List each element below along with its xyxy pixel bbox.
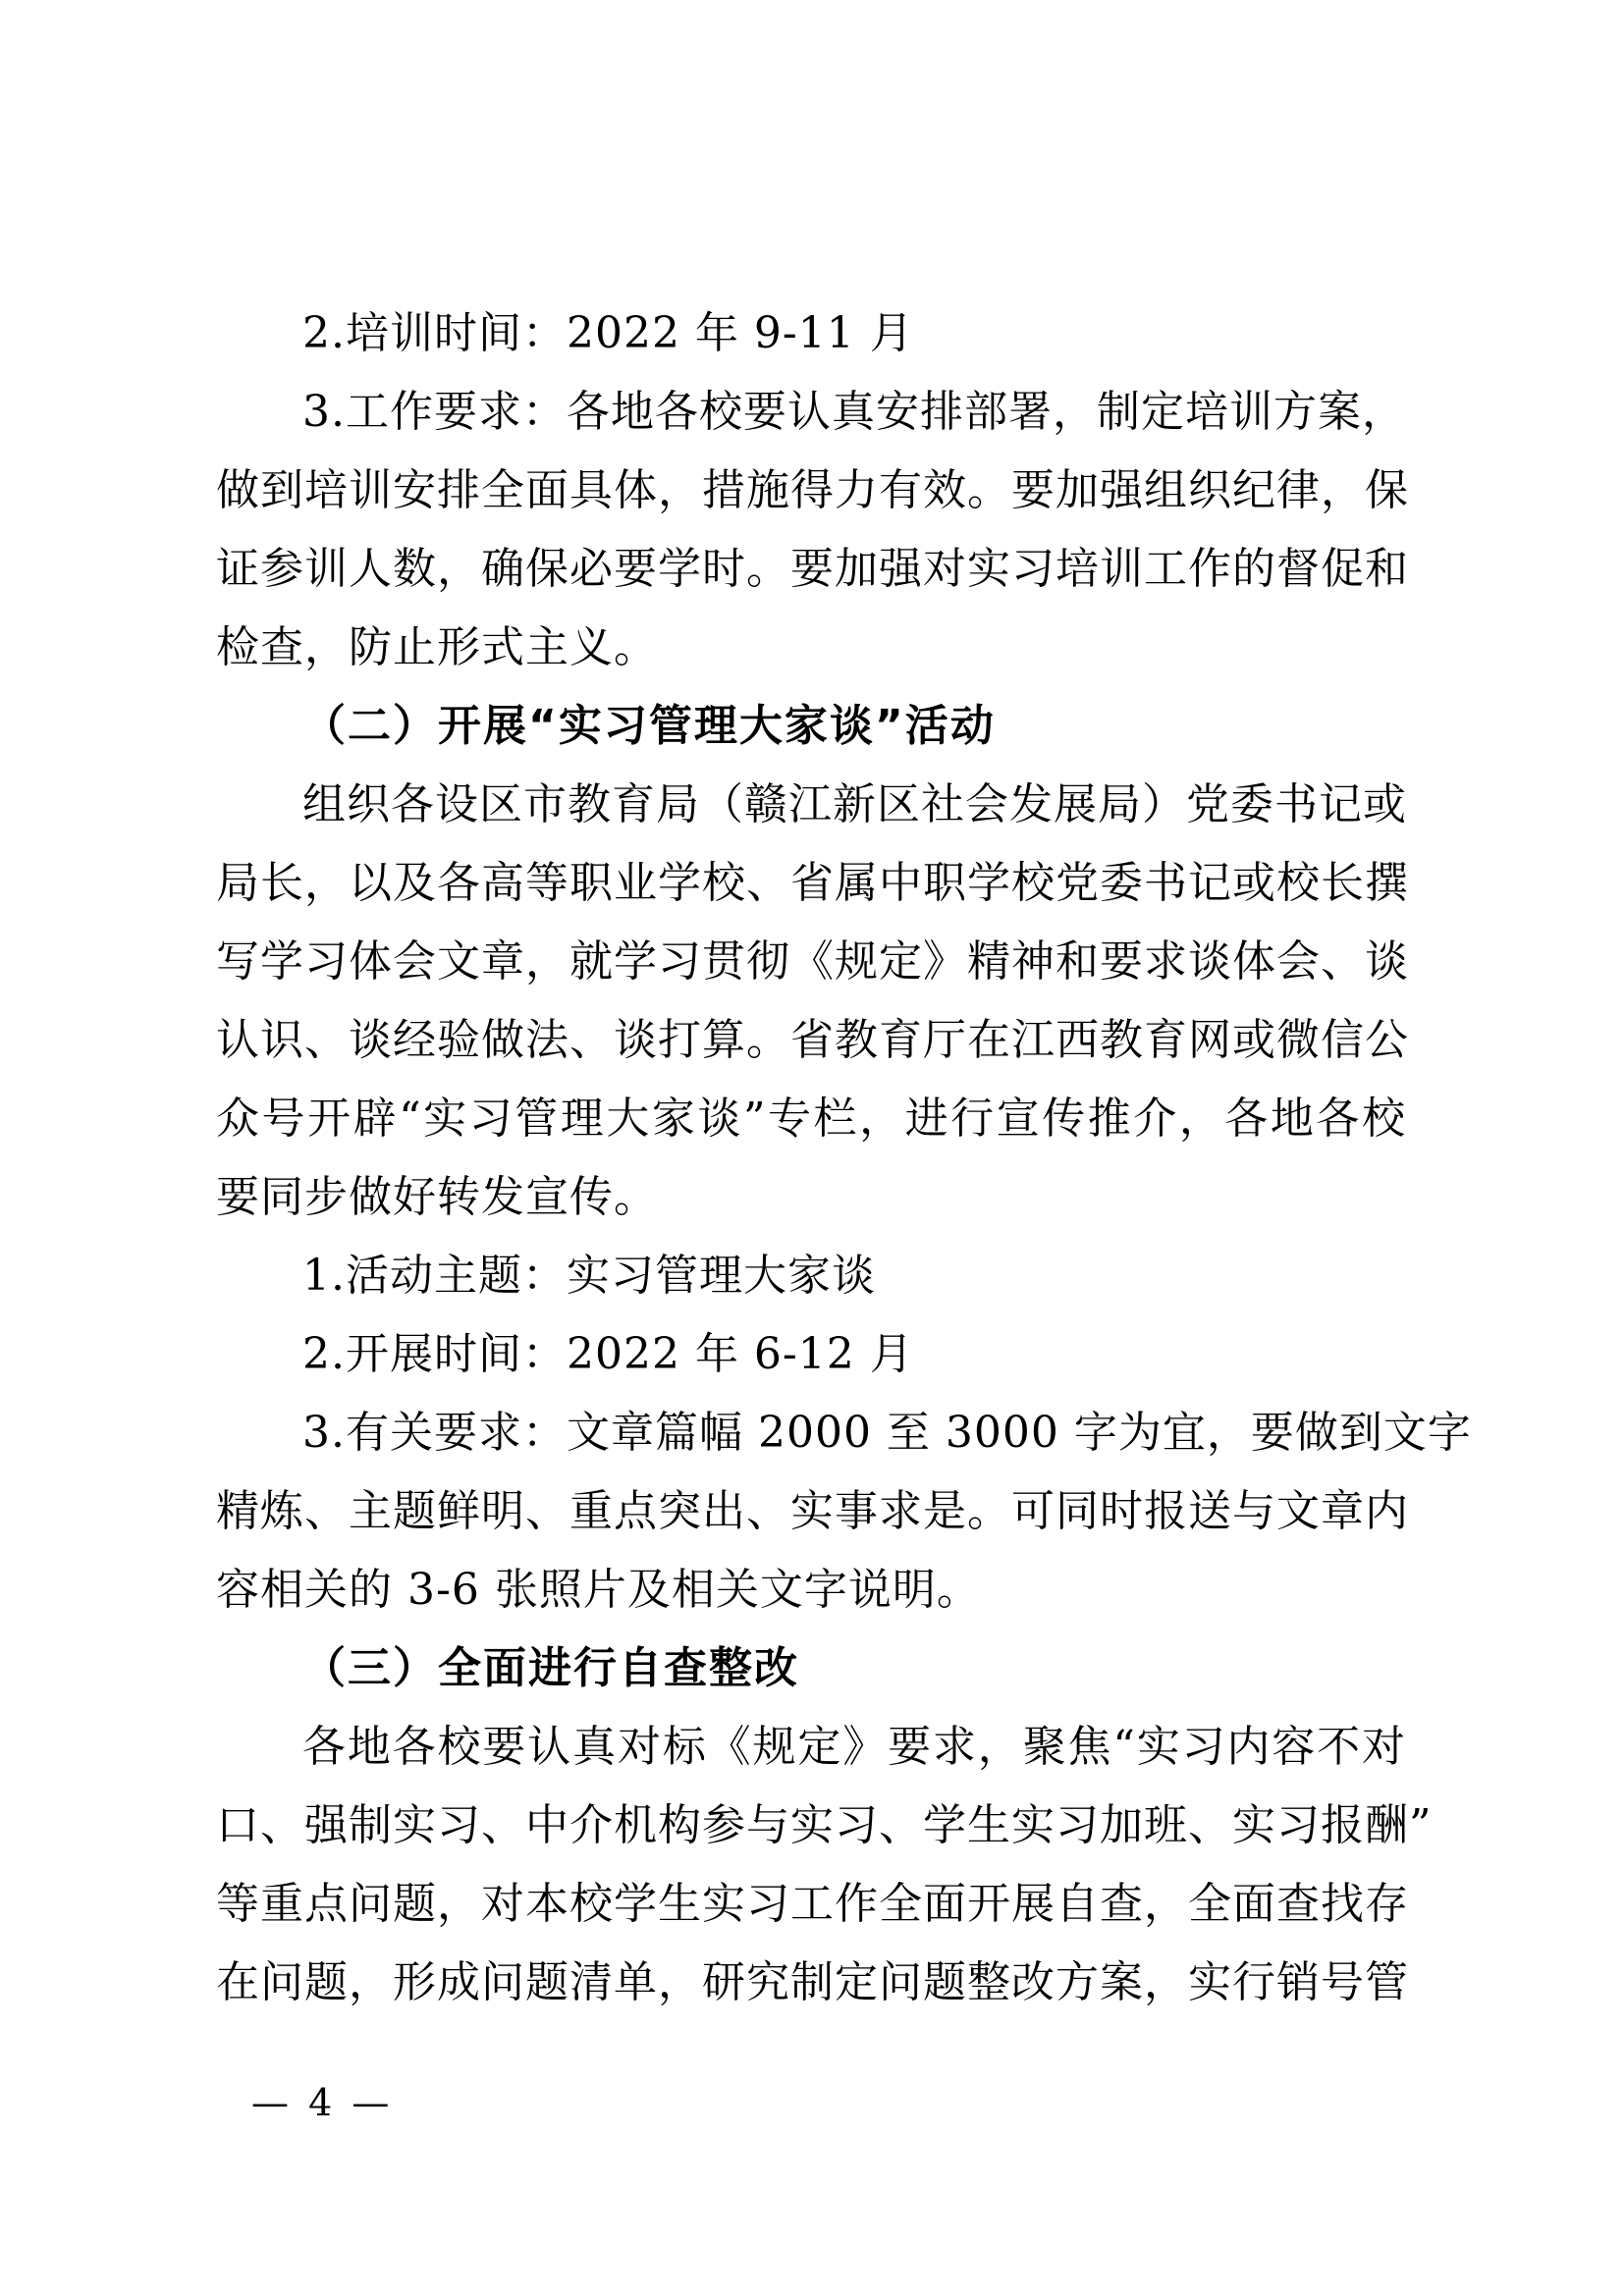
document-body <box>216 294 1472 2022</box>
paragraph <box>216 294 1406 373</box>
text-line: 精炼、主题鲜明、重点突出、实事求是。可同时报送与文章内 <box>216 1486 1409 1536</box>
section-heading <box>216 687 1406 766</box>
text-line: 证参训人数，确保必要学时。要加强对实习培训工作的督促和 <box>216 544 1409 594</box>
section-heading-text: （二）开展“实习管理大家谈”活动 <box>302 701 996 751</box>
text-line: 2.培训时间：2022 年 9-11 月 <box>302 308 914 358</box>
text-line: 2.开展时间：2022 年 6-12 月 <box>302 1329 914 1379</box>
text-line: 做到培训安排全面具体，措施得力有效。要加强组织纪律，保 <box>216 465 1409 515</box>
text-line: 口、强制实习、中介机构参与实习、学生实习加班、实习报酬” <box>216 1800 1433 1850</box>
page-number: — 4 — <box>251 2081 394 2124</box>
paragraph <box>216 766 1409 1237</box>
paragraph <box>216 1394 1472 1629</box>
text-line: 1.活动主题：实习管理大家谈 <box>302 1251 876 1301</box>
paragraph <box>216 1237 1406 1315</box>
text-line: 认识、谈经验做法、谈打算。省教育厅在江西教育网或微信公 <box>216 1015 1409 1065</box>
text-line: 组织各设区市教育局（赣江新区社会发展局）党委书记或 <box>302 779 1407 829</box>
paragraph <box>216 1708 1433 2022</box>
text-line: 要同步做好转发宣传。 <box>216 1172 658 1222</box>
text-line: 3.有关要求：文章篇幅 2000 至 3000 字为宜，要做到文字 <box>302 1408 1472 1458</box>
text-line: 等重点问题，对本校学生实习工作全面开展自查，全面查找存 <box>216 1879 1409 1929</box>
text-line: 写学习体会文章，就学习贯彻《规定》精神和要求谈体会、谈 <box>216 936 1409 987</box>
section-heading-text: （三）全面进行自查整改 <box>302 1643 799 1693</box>
text-line: 在问题，形成问题清单，研究制定问题整改方案，实行销号管 <box>216 1957 1409 2007</box>
paragraph <box>216 373 1409 687</box>
text-line: 各地各校要认真对标《规定》要求，聚焦“实习内容不对 <box>302 1722 1406 1772</box>
text-line: 容相关的 3-6 张照片及相关文字说明。 <box>216 1565 981 1615</box>
text-line: 检查，防止形式主义。 <box>216 622 658 672</box>
section-heading <box>216 1629 1406 1708</box>
text-line: 3.工作要求：各地各校要认真安排部署，制定培训方案， <box>302 387 1406 437</box>
text-line: 局长，以及各高等职业学校、省属中职学校党委书记或校长撰 <box>216 858 1409 908</box>
paragraph <box>216 1315 1406 1394</box>
text-line: 众号开辟“实习管理大家谈”专栏，进行宣传推介，各地各校 <box>216 1094 1406 1144</box>
